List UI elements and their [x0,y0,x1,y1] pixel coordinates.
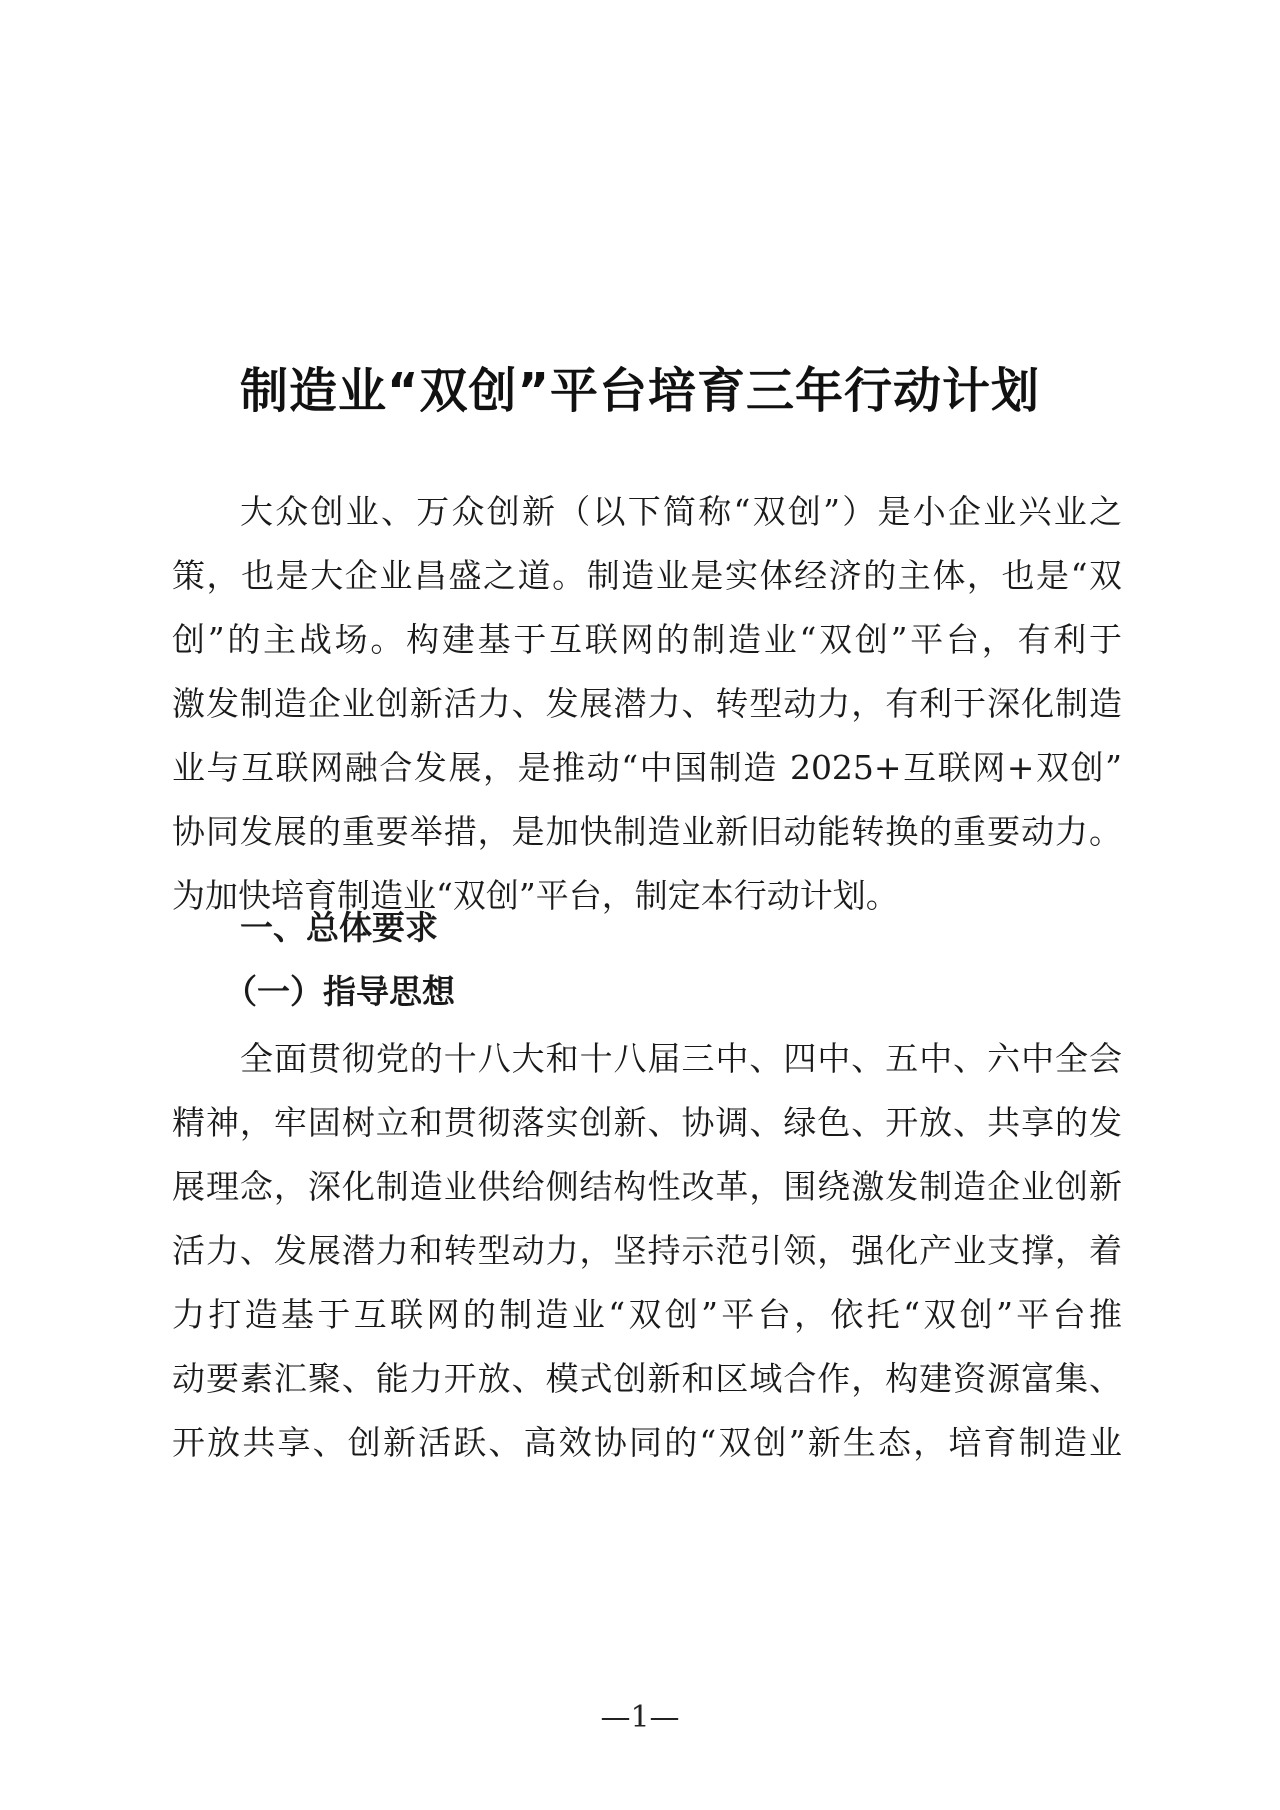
section-heading: 一、总体要求 [240,908,438,947]
subsection-heading: （一）指导思想 [224,972,455,1011]
guiding-line: 活力、发展潜力和转型动力，坚持示范引领，强化产业支撑，着 [172,1231,1122,1270]
guiding-line: 开放共享、创新活跃、高效协同的“双创”新生态，培育制造业 [172,1423,1122,1462]
document-title: 制造业“双创”平台培育三年行动计划 [239,363,1041,419]
intro-line: 为加快培育制造业“双创”平台，制定本行动计划。 [172,876,899,915]
guiding-line: 力打造基于互联网的制造业“双创”平台，依托“双创”平台推 [172,1295,1122,1334]
intro-paragraph [172,480,1122,928]
intro-line: 创”的主战场。构建基于互联网的制造业“双创”平台，有利于 [172,620,1122,659]
guiding-paragraph [172,1027,1122,1475]
intro-line: 激发制造企业创新活力、发展潜力、转型动力，有利于深化制造 [172,684,1122,723]
guiding-line: 展理念，深化制造业供给侧结构性改革，围绕激发制造企业创新 [172,1167,1122,1206]
page-number: —1— [600,1700,680,1735]
intro-line: 大众创业、万众创新（以下简称“双创”）是小企业兴业之 [240,492,1122,531]
guiding-line: 动要素汇聚、能力开放、模式创新和区域合作，构建资源富集、 [172,1359,1122,1398]
intro-line: 协同发展的重要举措，是加快制造业新旧动能转换的重要动力。 [172,812,1122,851]
section-headings [172,896,1122,1024]
intro-line: 策，也是大企业昌盛之道。制造业是实体经济的主体，也是“双 [172,556,1122,595]
intro-line: 业与互联网融合发展，是推动“中国制造 2025+互联网+双创” [172,748,1122,787]
guiding-line: 精神，牢固树立和贯彻落实创新、协调、绿色、开放、共享的发 [172,1103,1122,1142]
guiding-line: 全面贯彻党的十八大和十八届三中、四中、五中、六中全会 [240,1039,1122,1078]
